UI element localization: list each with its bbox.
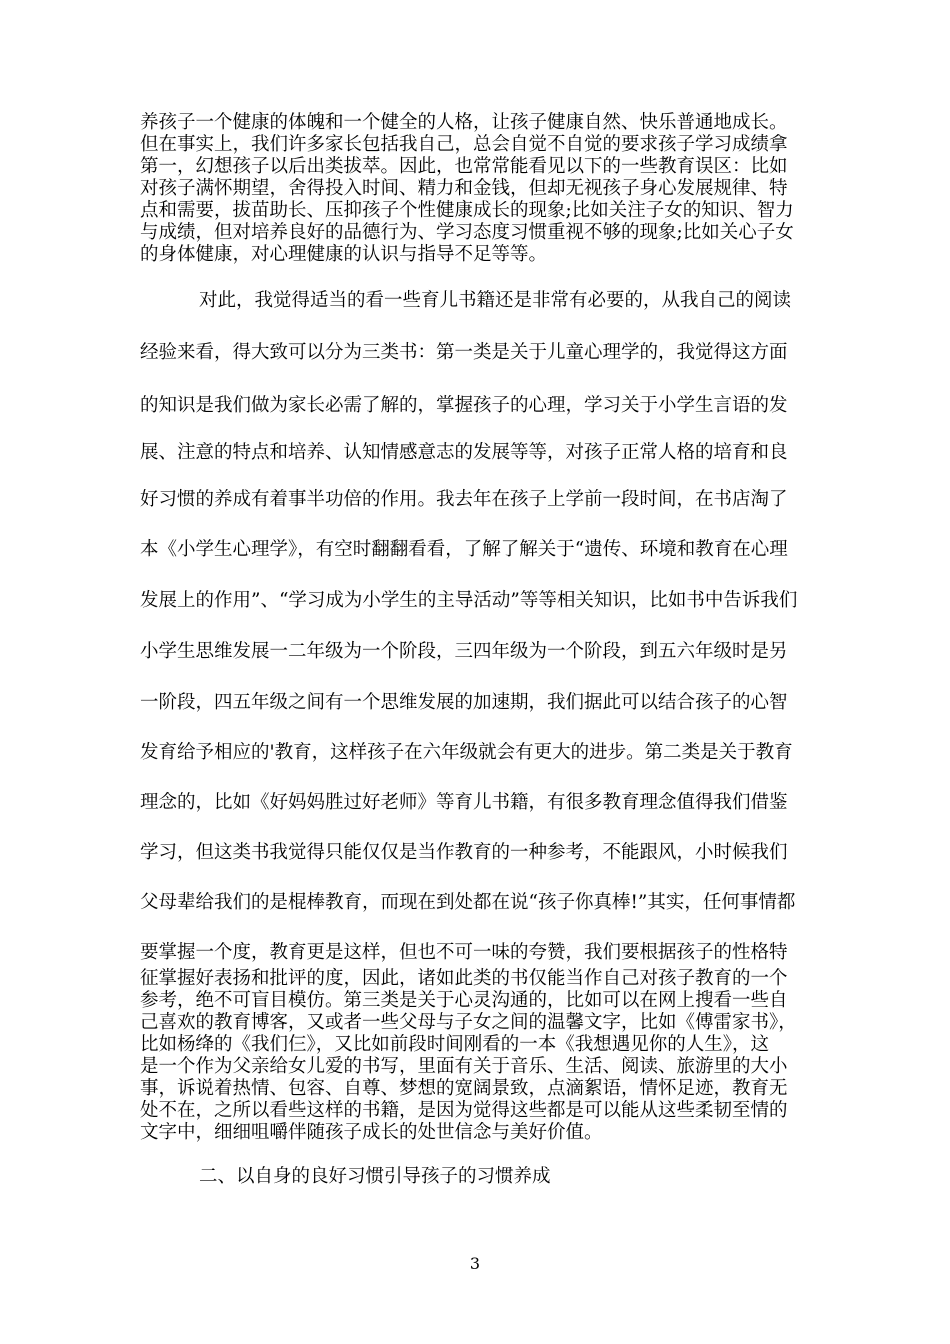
text-line: 事，诉说着热情、包容、自尊、梦想的宽阔景致，点滴絮语，情怀足迹，教育无 bbox=[140, 1078, 788, 1099]
text-line: 展、注意的特点和培养、认知情感意志的发展等等，对孩子正常人格的培育和良 bbox=[140, 442, 788, 463]
text-line: 本《小学生心理学》，有空时翻翻看看，了解了解关于“遗传、环境和教育在心理 bbox=[140, 539, 788, 560]
text-line: 征掌握好表扬和批评的度，因此，诸如此类的书仅能当作自己对孩子教育的一个 bbox=[140, 968, 788, 989]
text-line: 己喜欢的教育博客，又或者一些父母与子女之间的温馨文字，比如《傅雷家书》， bbox=[140, 1012, 797, 1033]
text-line: 点和需要，拔苗助长、压抑孩子个性健康成长的现象;比如关注子女的知识、智力 bbox=[140, 200, 794, 221]
text-line: 发展上的作用”、“学习成为小学生的主导活动”等等相关知识，比如书中告诉我们 bbox=[140, 590, 798, 611]
text-line: 的知识是我们做为家长必需了解的，掌握孩子的心理，学习关于小学生言语的发 bbox=[140, 395, 788, 416]
text-line: 理念的，比如《好妈妈胜过好老师》等育儿书籍，有很多教育理念值得我们借鉴 bbox=[140, 792, 788, 813]
text-line: 养孩子一个健康的体魄和一个健全的人格，让孩子健康自然、快乐普通地成长。 bbox=[140, 112, 788, 133]
text-line: 学习，但这类书我觉得只能仅仅是当作教育的一种参考，不能跟风，小时候我们 bbox=[140, 842, 788, 863]
paragraph-first-line: 对此，我觉得适当的看一些育儿书籍还是非常有必要的，从我自己的阅读 bbox=[199, 290, 792, 311]
text-line: 一阶段，四五年级之间有一个思维发展的加速期，我们据此可以结合孩子的心智 bbox=[140, 692, 788, 713]
section-heading: 二、以自身的良好习惯引导孩子的习惯养成 bbox=[199, 1166, 551, 1187]
page-number: 3 bbox=[469, 1254, 481, 1273]
text-line: 第一，幻想孩子以后出类拔萃。因此，也常常能看见以下的一些教育误区：比如 bbox=[140, 156, 788, 177]
text-line: 参考，绝不可盲目模仿。第三类是关于心灵沟通的，比如可以在网上搜看一些自 bbox=[140, 990, 788, 1011]
text-line: 比如杨绛的《我们仨》，又比如前段时间刚看的一本《我想遇见你的人生》，这 bbox=[140, 1034, 770, 1055]
text-line: 小学生思维发展一二年级为一个阶段，三四年级为一个阶段，到五六年级时是另 bbox=[140, 641, 788, 662]
text-line: 要掌握一个度，教育更是这样，但也不可一味的夸赞，我们要根据孩子的性格特 bbox=[140, 942, 788, 963]
text-line: 的身体健康，对心理健康的认识与指导不足等等。 bbox=[140, 244, 548, 265]
text-line: 父母辈给我们的是棍棒教育，而现在到处都在说“孩子你真棒!”其实，任何事情都 bbox=[140, 892, 796, 913]
text-line: 文字中，细细咀嚼伴随孩子成长的处世信念与美好价值。 bbox=[140, 1122, 603, 1143]
text-line: 是一个作为父亲给女儿爱的书写，里面有关于音乐、生活、阅读、旅游里的大小 bbox=[140, 1056, 788, 1077]
text-line: 与成绩，但对培养良好的品德行为、学习态度习惯重视不够的现象;比如关心子女 bbox=[140, 222, 794, 243]
text-line: 对孩子满怀期望，舍得投入时间、精力和金钱，但却无视孩子身心发展规律、特 bbox=[140, 178, 788, 199]
text-line: 发育给予相应的'教育，这样孩子在六年级就会有更大的进步。第二类是关于教育 bbox=[140, 742, 793, 763]
text-line: 处不在，之所以看些这样的书籍，是因为觉得这些都是可以能从这些柔韧至情的 bbox=[140, 1100, 788, 1121]
text-line: 经验来看，得大致可以分为三类书：第一类是关于儿童心理学的，我觉得这方面 bbox=[140, 342, 788, 363]
text-line: 但在事实上，我们许多家长包括我自己，总会自觉不自觉的要求孩子学习成绩拿 bbox=[140, 134, 788, 155]
text-line: 好习惯的养成有着事半功倍的作用。我去年在孩子上学前一段时间，在书店淘了 bbox=[140, 489, 788, 510]
